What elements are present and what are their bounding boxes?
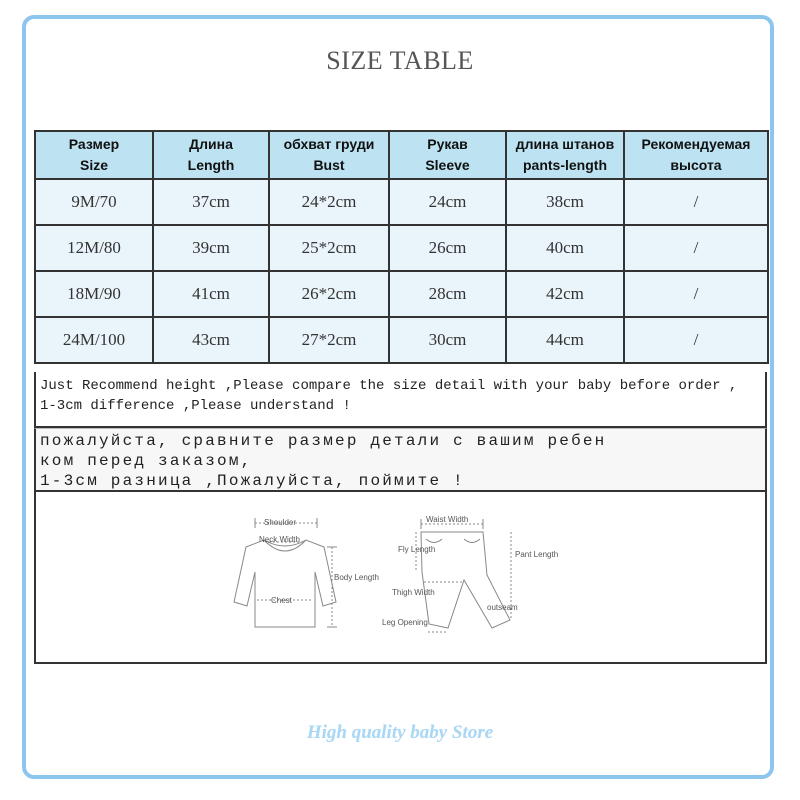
note-english	[34, 372, 767, 428]
table-header-row	[35, 131, 768, 179]
table-cell: 24M/100	[35, 317, 153, 363]
table-cell: 12M/80	[35, 225, 153, 271]
label-shoulder: Shoulder	[264, 518, 297, 527]
table-row	[35, 271, 768, 317]
table-cell: /	[624, 225, 768, 271]
note-english-line: Just Recommend height ,Please compare the size detail with your baby before order ,	[40, 378, 738, 394]
note-russian-line: пожалуйста, сравните размер детали с вашим ребен	[40, 432, 607, 450]
table-cell: 44cm	[506, 317, 624, 363]
label-body-length: Body Length	[334, 573, 379, 582]
table-cell: 24cm	[389, 179, 506, 225]
table-cell: /	[624, 317, 768, 363]
page-title: SIZE TABLE	[326, 46, 474, 75]
table-cell: 26cm	[389, 225, 506, 271]
label-waist-width: Waist Width	[426, 515, 469, 524]
table-cell: 25*2cm	[269, 225, 389, 271]
table-cell: /	[624, 271, 768, 317]
table-cell: 40cm	[506, 225, 624, 271]
note-english-line: 1-3cm difference ,Please understand !	[40, 398, 351, 414]
pants-diagram	[416, 519, 511, 632]
note-russian-line: 1-3см разница ,Пожалуйста, поймите !	[40, 472, 465, 490]
label-chest: Chest	[271, 596, 292, 605]
header-sleeve: Рукав Sleeve	[389, 131, 506, 179]
label-leg-opening: Leg Opening	[382, 618, 428, 627]
table-row	[35, 225, 768, 271]
label-outseam: outseam	[487, 603, 518, 612]
table-cell: 30cm	[389, 317, 506, 363]
table-cell: 37cm	[153, 179, 269, 225]
table-cell: 18M/90	[35, 271, 153, 317]
table-cell: 38cm	[506, 179, 624, 225]
note-russian-line: ком перед заказом,	[40, 452, 253, 470]
table-cell: 28cm	[389, 271, 506, 317]
size-table	[34, 130, 769, 364]
measurement-diagram-svg	[36, 492, 765, 662]
table-cell: 9M/70	[35, 179, 153, 225]
table-cell: 41cm	[153, 271, 269, 317]
table-cell: 24*2cm	[269, 179, 389, 225]
table-row	[35, 317, 768, 363]
table-cell: 27*2cm	[269, 317, 389, 363]
label-pant-length: Pant Length	[515, 550, 559, 559]
header-size: Размер Size	[35, 131, 153, 179]
table-cell: 26*2cm	[269, 271, 389, 317]
measurement-diagram	[34, 492, 767, 664]
size-table-wrap	[34, 130, 767, 364]
table-cell: 43cm	[153, 317, 269, 363]
header-recommended-height: Рекомендуемая высота	[624, 131, 768, 179]
header-pants-length: длина штанов pants-length	[506, 131, 624, 179]
store-footer: High quality baby Store	[306, 722, 494, 743]
table-row	[35, 179, 768, 225]
label-neck-width: Neck Width	[259, 535, 300, 544]
label-thigh-width: Thigh Width	[392, 588, 435, 597]
table-cell: /	[624, 179, 768, 225]
label-fly-length: Fly Length	[398, 545, 436, 554]
header-length: Длина Length	[153, 131, 269, 179]
note-russian	[34, 428, 767, 492]
table-cell: 42cm	[506, 271, 624, 317]
header-bust: обхват груди Bust	[269, 131, 389, 179]
shirt-outline-icon	[234, 540, 336, 627]
table-cell: 39cm	[153, 225, 269, 271]
